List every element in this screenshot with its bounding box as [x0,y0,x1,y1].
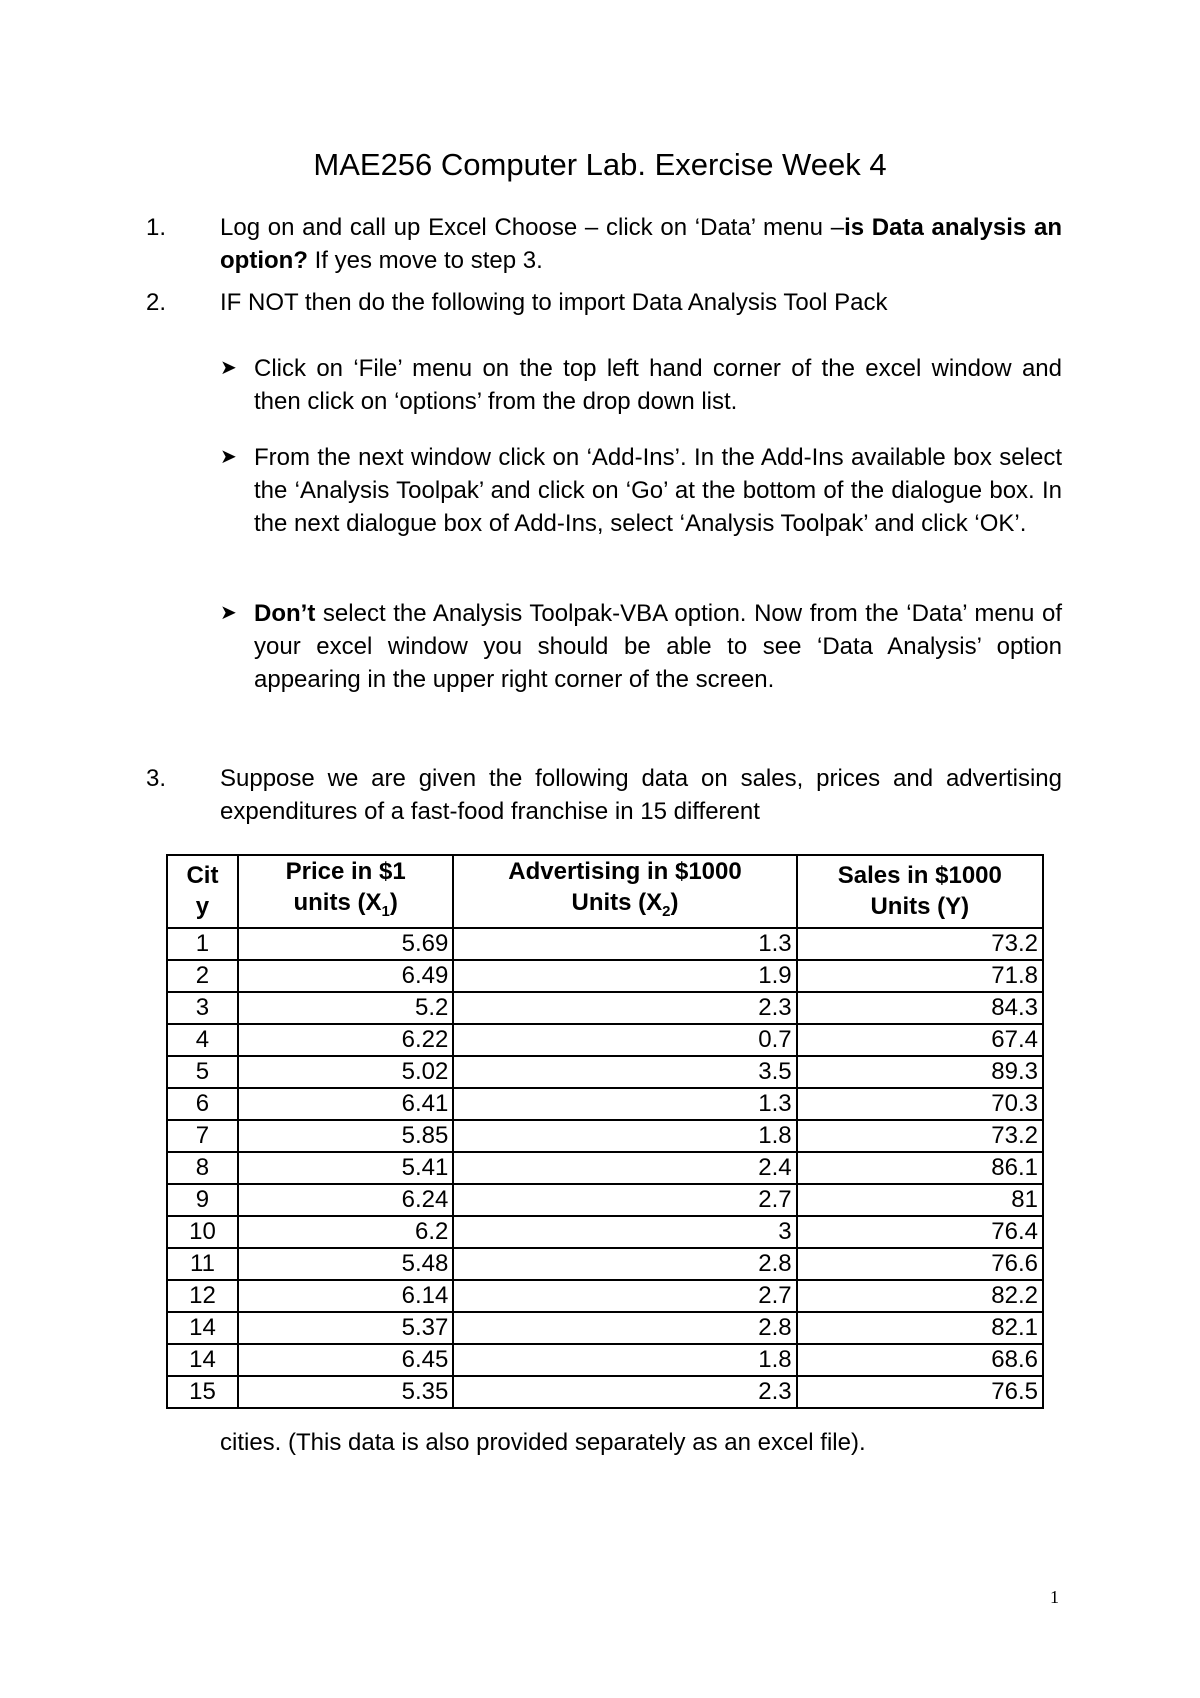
table-row [167,1088,1043,1120]
table-row [167,992,1043,1024]
header-advertising [453,855,796,928]
table-row [167,1344,1043,1376]
price-cell: 5.48 [238,1248,453,1280]
price-cell: 5.41 [238,1152,453,1184]
sales-cell: 70.3 [797,1088,1043,1120]
advertising-cell: 2.8 [453,1248,796,1280]
advertising-cell: 3.5 [453,1056,796,1088]
table-row [167,960,1043,992]
step-2-text: IF NOT then do the following to import Data Analysis Tool Pack [220,289,888,316]
sales-cell: 73.2 [797,1120,1043,1152]
header-city [167,855,238,928]
advertising-cell: 2.3 [453,992,796,1024]
step-3-text: Suppose we are given the following data on sales, prices and advertising expenditures of a fast-food franchise in 15 different [220,765,1062,825]
city-cell: 4 [167,1024,238,1056]
step-1-number: 1. [146,214,167,241]
price-cell: 6.41 [238,1088,453,1120]
step-3 [146,762,1062,828]
advertising-cell: 1.3 [453,1088,796,1120]
table-header-row [167,855,1043,928]
step-1-bold: is Data analysis an option? [220,214,1062,274]
advertising-cell: 2.7 [453,1280,796,1312]
bullet-item [220,352,1062,418]
price-cell: 5.35 [238,1376,453,1408]
table-row [167,1376,1043,1408]
sales-cell: 82.2 [797,1280,1043,1312]
step-2-number: 2. [146,289,167,316]
price-cell: 5.37 [238,1312,453,1344]
advertising-cell: 2.3 [453,1376,796,1408]
header-adv-paren: ) [670,889,679,916]
table-row [167,1024,1043,1056]
arrow-bullet-icon: ➤ [220,357,237,379]
city-cell: 1 [167,928,238,960]
step-1-text-b: If yes move to step 3. [307,247,543,274]
table-row [167,1216,1043,1248]
page-title: MAE256 Computer Lab. Exercise Week 4 [313,147,887,182]
table-caption-text: cities. (This data is also provided separately as an excel file). [220,1429,866,1456]
table-row [167,928,1043,960]
bullet-1-text: Click on ‘File’ menu on the top left hand corner of the excel window and then click on ‘options’ from the drop down list. [254,355,1062,415]
price-cell: 6.22 [238,1024,453,1056]
step-1-text [220,211,1062,277]
bullet-3-bold: Don’t [254,600,316,627]
header-price-paren: ) [389,889,398,916]
table-row [167,1248,1043,1280]
city-cell: 7 [167,1120,238,1152]
header-adv-line1: Advertising in $1000 [508,858,742,885]
advertising-cell: 3 [453,1216,796,1248]
city-cell: 8 [167,1152,238,1184]
price-cell: 5.2 [238,992,453,1024]
sales-cell: 76.6 [797,1248,1043,1280]
sales-cell: 67.4 [797,1024,1043,1056]
step-1-text-a: Log on and call up Excel Choose – click on ‘Data’ menu – [220,214,845,241]
header-sales-line2: Units (Y) [870,893,970,921]
sales-cell: 82.1 [797,1312,1043,1344]
arrow-bullet-icon: ➤ [220,446,237,468]
bullet-2-text: From the next window click on ‘Add-Ins’. In the Add-Ins available box select the ‘Analysis Toolpak’ and click on ‘Go’ at the bottom of the dialogue box. In the next dialogue box of Add-Ins, select ‘Analysis Toolpak’ and click ‘OK’. [254,444,1062,537]
sales-cell: 89.3 [797,1056,1043,1088]
bullet-item [220,597,1062,696]
advertising-cell: 1.8 [453,1344,796,1376]
bullet-item [220,441,1062,540]
city-cell: 14 [167,1344,238,1376]
header-price [238,855,453,928]
step-1 [146,211,1062,277]
step-3-number: 3. [146,765,167,792]
header-sales [797,855,1043,928]
advertising-cell: 2.4 [453,1152,796,1184]
city-cell: 10 [167,1216,238,1248]
sales-cell: 84.3 [797,992,1043,1024]
sales-cell: 73.2 [797,928,1043,960]
step-2 [146,286,1062,319]
price-cell: 6.45 [238,1344,453,1376]
header-price-line2: units (X [293,889,382,916]
price-cell: 5.02 [238,1056,453,1088]
header-adv-subscript: 2 [662,902,671,920]
city-cell: 6 [167,1088,238,1120]
table-row [167,1312,1043,1344]
price-cell: 6.49 [238,960,453,992]
city-cell: 3 [167,992,238,1024]
price-cell: 5.85 [238,1120,453,1152]
header-price-subscript: 1 [381,902,390,920]
advertising-cell: 1.3 [453,928,796,960]
price-cell: 6.2 [238,1216,453,1248]
arrow-bullet-icon: ➤ [220,602,237,624]
table-row [167,1280,1043,1312]
bullet-3-text [254,597,1062,696]
header-sales-line1: Sales in $1000 [837,862,1002,890]
bullet-3-body: select the Analysis Toolpak-VBA option. Now from the ‘Data’ menu of your excel window you should be able to see ‘Data Analysis’ option appearing in the upper right corner of the screen. [254,600,1062,693]
city-cell: 11 [167,1248,238,1280]
sales-cell: 68.6 [797,1344,1043,1376]
city-cell: 2 [167,960,238,992]
city-cell: 12 [167,1280,238,1312]
header-price-line1: Price in $1 [285,858,406,885]
advertising-cell: 2.8 [453,1312,796,1344]
advertising-cell: 0.7 [453,1024,796,1056]
city-cell: 5 [167,1056,238,1088]
sales-cell: 76.4 [797,1216,1043,1248]
sales-cell: 71.8 [797,960,1043,992]
table-row [167,1184,1043,1216]
table-row [167,1056,1043,1088]
sales-cell: 81 [797,1184,1043,1216]
table-row [167,1152,1043,1184]
price-cell: 6.24 [238,1184,453,1216]
header-adv-line2: Units (X [571,889,663,916]
city-cell: 9 [167,1184,238,1216]
city-cell: 15 [167,1376,238,1408]
city-cell: 14 [167,1312,238,1344]
sales-cell: 86.1 [797,1152,1043,1184]
data-table [166,854,1044,1409]
price-cell: 5.69 [238,928,453,960]
page-number: 1 [1050,1587,1059,1607]
advertising-cell: 2.7 [453,1184,796,1216]
header-city-label: City [186,862,219,921]
advertising-cell: 1.8 [453,1120,796,1152]
advertising-cell: 1.9 [453,960,796,992]
table-row [167,1120,1043,1152]
sales-cell: 76.5 [797,1376,1043,1408]
price-cell: 6.14 [238,1280,453,1312]
